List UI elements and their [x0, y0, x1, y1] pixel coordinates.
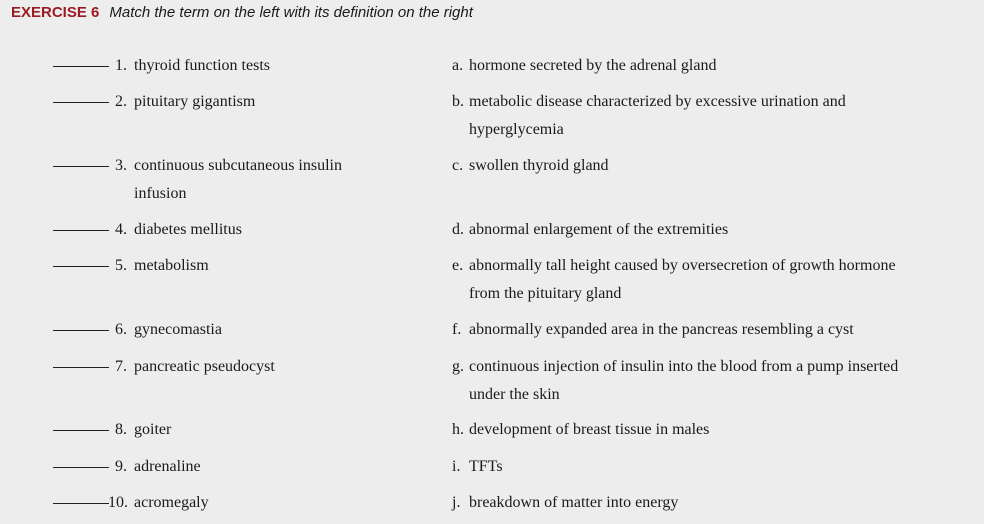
definition-letter: g. [452, 358, 464, 375]
definition-text: abnormal enlargement of the extremities [469, 221, 729, 238]
term-text: adrenaline [134, 458, 201, 475]
term-text: gynecomastia [134, 321, 222, 338]
term-text: acromegaly [134, 494, 209, 511]
answer-blank[interactable] [53, 166, 109, 167]
answer-blank[interactable] [53, 430, 109, 431]
term-text: diabetes mellitus [134, 221, 242, 238]
term-number: 5. [115, 257, 127, 274]
definition-letter: e. [452, 257, 464, 274]
answer-blank[interactable] [53, 330, 109, 331]
term-text: continuous subcutaneous insulin [134, 157, 342, 174]
answer-blank[interactable] [53, 467, 109, 468]
term-number: 2. [115, 93, 127, 110]
answer-blank[interactable] [53, 503, 109, 504]
definition-text: swollen thyroid gland [469, 157, 609, 174]
definition-text: development of breast tissue in males [469, 421, 710, 438]
definition [452, 88, 982, 144]
term-number: 9. [115, 458, 127, 475]
definition [452, 416, 982, 444]
answer-blank[interactable] [53, 266, 109, 267]
answer-blank[interactable] [53, 102, 109, 103]
term [115, 453, 415, 481]
definition-letter: f. [452, 321, 462, 338]
definition-text: abnormally expanded area in the pancreas resembling a cyst [469, 321, 854, 338]
term-text: pituitary gigantism [134, 93, 256, 110]
definition-continuation: from the pituitary gland [469, 285, 622, 302]
definition-letter: j. [452, 494, 461, 511]
term-number: 3. [115, 157, 127, 174]
definition-continuation: hyperglycemia [469, 121, 564, 138]
definition [452, 353, 982, 409]
term [115, 152, 415, 208]
definition-text: breakdown of matter into energy [469, 494, 679, 511]
term [115, 316, 415, 344]
definition-text: TFTs [469, 458, 503, 475]
definition-letter: h. [452, 421, 464, 438]
term [115, 416, 415, 444]
term-text: pancreatic pseudocyst [134, 358, 275, 375]
definition [452, 152, 982, 180]
term-number: 8. [115, 421, 127, 438]
term [115, 353, 415, 381]
term-number: 10. [108, 494, 128, 511]
definition [452, 453, 982, 481]
definition-text: continuous injection of insulin into the blood from a pump inserted [469, 358, 899, 375]
term-text: thyroid function tests [134, 57, 270, 74]
definition-letter: a. [452, 57, 464, 74]
definition-letter: d. [452, 221, 464, 238]
term [115, 216, 415, 244]
term [115, 88, 415, 116]
term-text: metabolism [134, 257, 209, 274]
answer-blank[interactable] [53, 367, 109, 368]
definition-letter: i. [452, 458, 461, 475]
answer-blank[interactable] [53, 66, 109, 67]
definition-text: hormone secreted by the adrenal gland [469, 57, 717, 74]
definition [452, 52, 982, 80]
definition [452, 216, 982, 244]
answer-blank[interactable] [53, 230, 109, 231]
term [108, 489, 408, 517]
exercise-header [11, 4, 473, 26]
definition [452, 316, 982, 344]
term [115, 252, 415, 280]
exercise-label: EXERCISE 6 [11, 4, 100, 21]
exercise-instruction: Match the term on the left with its definition on the right [109, 4, 473, 21]
term-text: goiter [134, 421, 172, 438]
term-number: 1. [115, 57, 127, 74]
definition-letter: c. [452, 157, 464, 174]
term-continuation: infusion [134, 185, 187, 202]
definition-letter: b. [452, 93, 464, 110]
definition-continuation: under the skin [469, 386, 560, 403]
definition-text: metabolic disease characterized by excessive urination and [469, 93, 846, 110]
definition-text: abnormally tall height caused by oversecretion of growth hormone [469, 257, 896, 274]
definition [452, 489, 982, 517]
term-number: 6. [115, 321, 127, 338]
term [115, 52, 415, 80]
definition [452, 252, 982, 308]
term-number: 4. [115, 221, 127, 238]
term-number: 7. [115, 358, 127, 375]
